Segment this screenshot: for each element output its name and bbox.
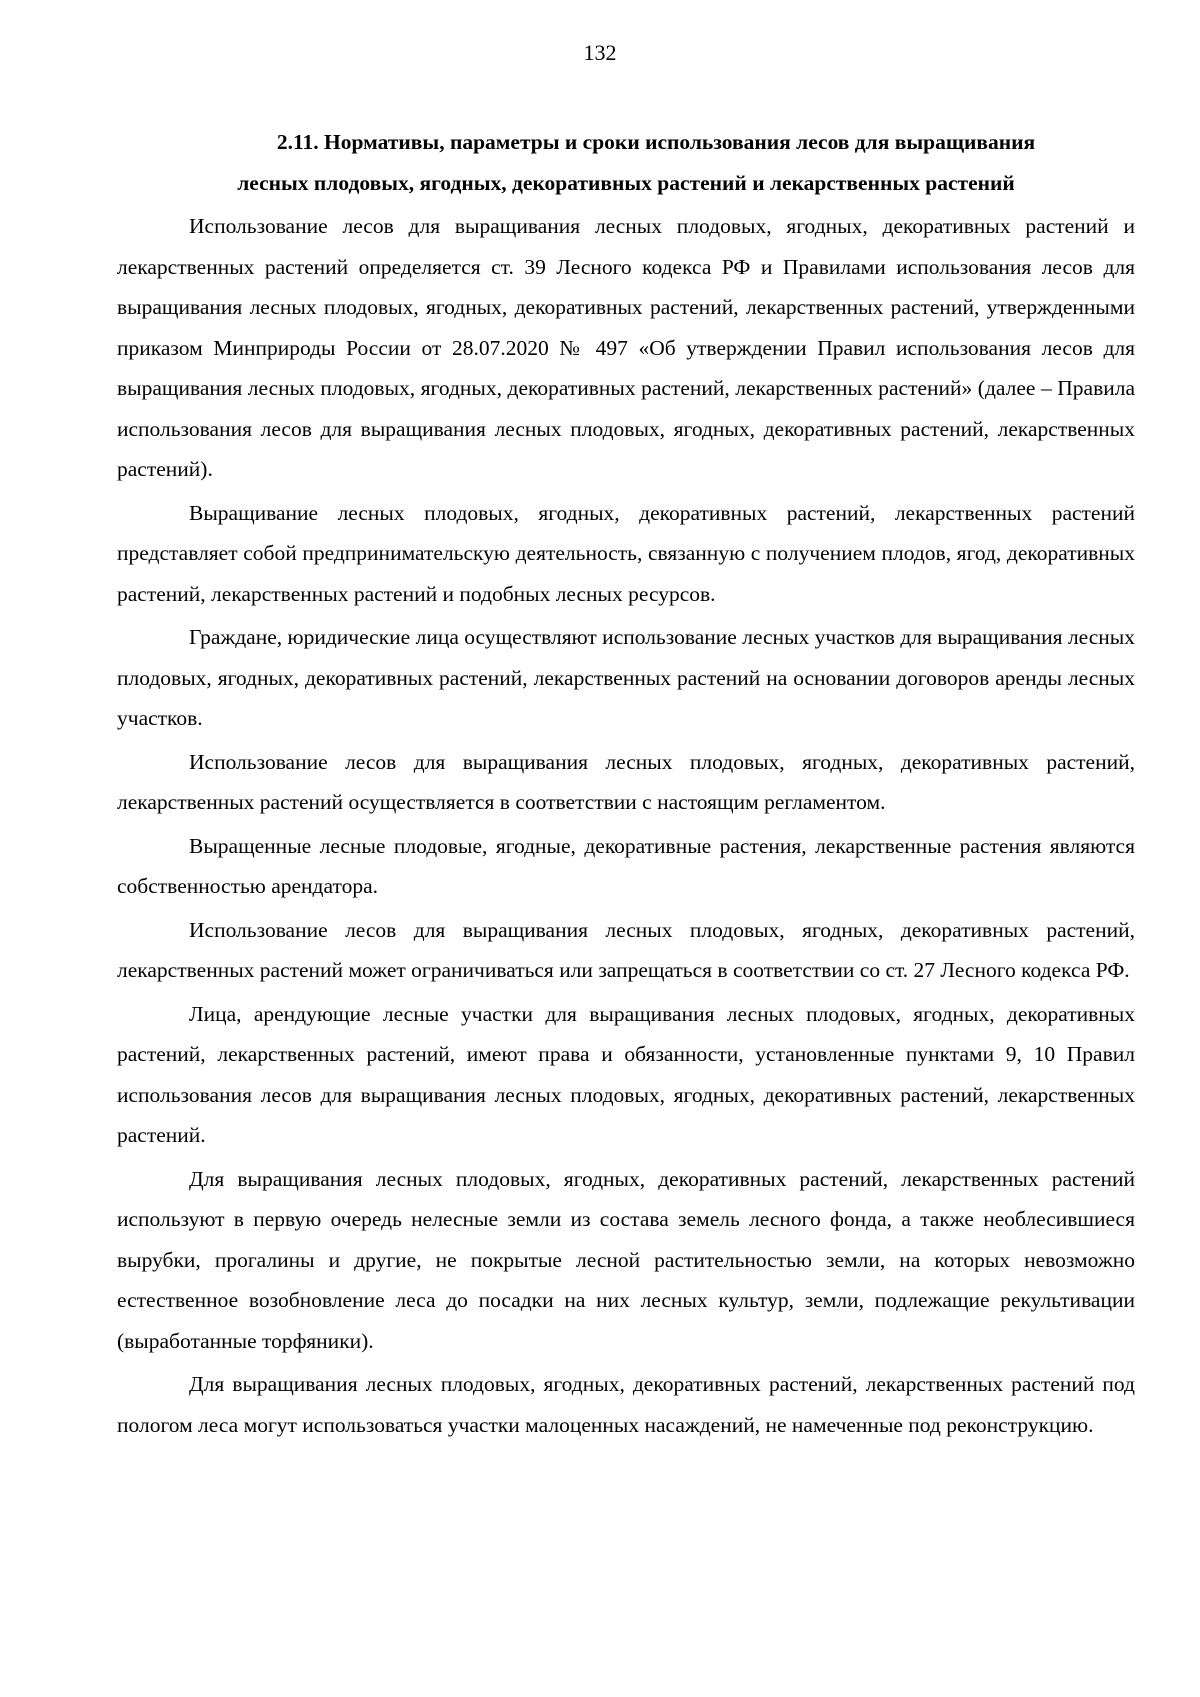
paragraph-4: Использование лесов для выращивания лесных плодовых, ягодных, декоративных растений, лекарственных растений осуществляется в соответствии с настоящим регламентом. [117,749,1135,814]
section-heading-line-2: лесных плодовых, ягодных, декоративных растений и лекарственных растений [237,171,1015,195]
section-heading [117,122,1135,204]
paragraph-9: Для выращивания лесных плодовых, ягодных, декоративных растений, лекарственных растений под пологом леса могут использоваться участки малоценных насаждений, не намеченные под реконструкцию. [117,1372,1135,1437]
paragraph-8: Для выращивания лесных плодовых, ягодных, декоративных растений, лекарственных растений используют в первую очередь нелесные земли из состава земель лесного фонда, а также необлесившиеся вырубки, прогалины и другие, не покрытые лесной растительностью земли, на которых невозможно естественное возобновление леса до посадки на них лесных культур, земли, подлежащие рекультивации (выработанные торфяники). [117,1166,1135,1353]
paragraph-3: Граждане, юридические лица осуществляют использование лесных участков для выращивания лесных плодовых, ягодных, декоративных растений, лекарственных растений на основании договоров аренды лесных участков. [117,625,1135,730]
page-number: 132 [583,40,617,65]
paragraph-2: Выращивание лесных плодовых, ягодных, декоративных растений, лекарственных растений представляет собой предпринимательскую деятельность, связанную с получением плодов, ягод, декоративных растений, лекарственных растений и подобных лесных ресурсов. [117,500,1135,606]
section-heading-line-1: 2.11. Нормативы, параметры и сроки использования лесов для выращивания [276,130,1036,154]
paragraph-5: Выращенные лесные плодовые, ягодные, декоративные растения, лекарственные растения являются собственностью арендатора. [117,833,1135,898]
paragraph-6: Использование лесов для выращивания лесных плодовых, ягодных, декоративных растений, лекарственных растений может ограничиваться или запрещаться в соответствии со ст. 27 Лесного кодекса РФ. [117,917,1135,982]
page-content [117,122,1135,1445]
paragraph-7: Лица, арендующие лесные участки для выращивания лесных плодовых, ягодных, декоративных растений, лекарственных растений, имеют права и обязанности, установленные пунктами 9, 10 Правил использования лесов для выращивания лесных плодовых, ягодных, декоративных растений, лекарственных растений. [117,1001,1135,1147]
paragraph-1: Использование лесов для выращивания лесных плодовых, ягодных, декоративных растений и лекарственных растений определяется ст. 39 Лесного кодекса РФ и Правилами использования лесов для выращивания лесных плодовых, ягодных, декоративных растений, лекарственных растений, утвержденными приказом Минприроды России от 28.07.2020 № 497 «Об утверждении Правил использования лесов для выращивания лесных плодовых, ягодных, декоративных растений, лекарственных растений» (далее – Правила использования лесов для выращивания лесных плодовых, ягодных, декоративных растений, лекарственных растений). [117,214,1135,481]
